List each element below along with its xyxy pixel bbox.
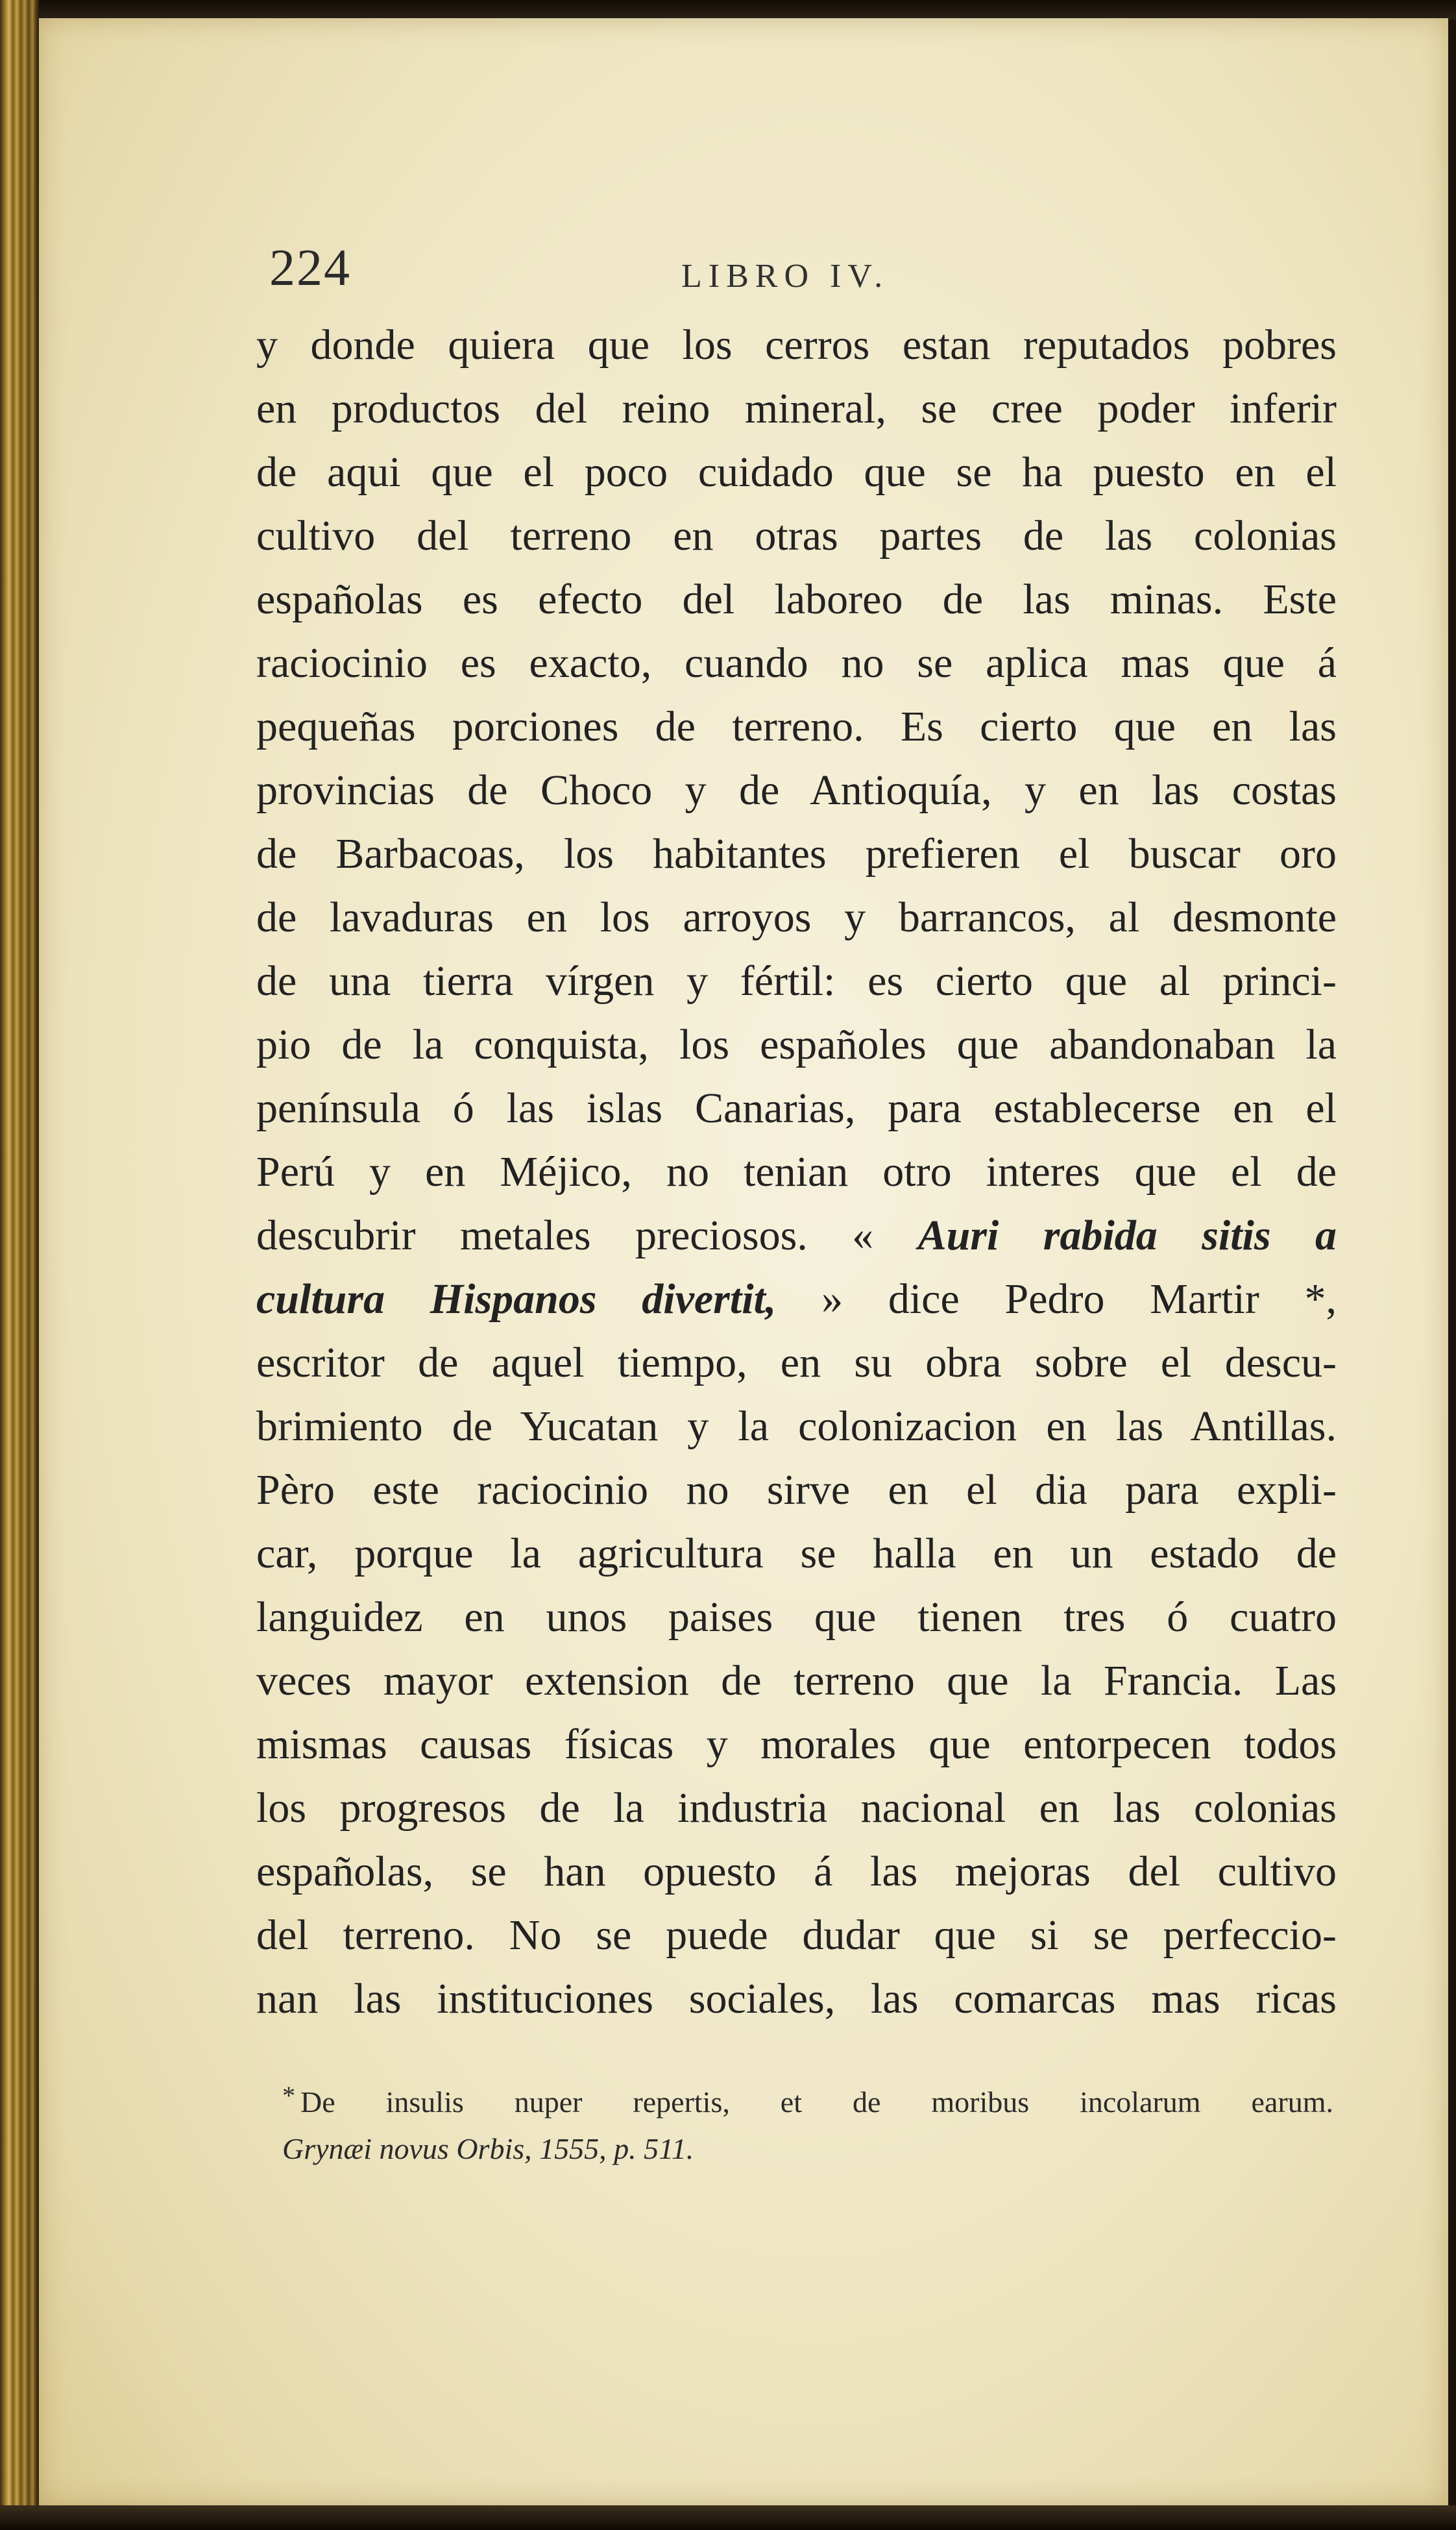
scan-bottom-edge — [0, 2505, 1456, 2530]
text-line: del terreno. No se puede dudar que si se perfeccio- — [256, 1911, 1337, 1959]
text-line: cultivo del terreno en otras partes de las colonias — [256, 512, 1337, 559]
text-line-with-latin-quote — [256, 1204, 1337, 1268]
text-line: escritor de aquel tiempo, en su obra sobre el descu- — [256, 1339, 1337, 1386]
text-line: pequeñas porciones de terreno. Es cierto que en las — [256, 703, 1337, 750]
footnote-text: De insulis nuper repertis, et de moribus incolarum earum. — [300, 2085, 1333, 2119]
text-line: Pèro este raciocinio no sirve en el dia para expli- — [256, 1466, 1337, 1514]
text-line: y donde quiera que los cerros estan reputados pobres — [256, 321, 1337, 369]
text-line: Perú y en Méjico, no tenian otro interes que el de — [256, 1148, 1337, 1196]
text-line: veces mayor extension de terreno que la Francia. Las — [256, 1657, 1337, 1704]
footnote-mark: * — [282, 2081, 295, 2110]
running-head: LIBRO IV. — [681, 258, 890, 295]
text-line: languidez en unos paises que tienen tres ó cuatro — [256, 1593, 1337, 1641]
text-line: mismas causas físicas y morales que entorpecen todos — [256, 1721, 1337, 1768]
text-line: españolas es efecto del laboreo de las minas. Este — [256, 576, 1337, 623]
page-number: 224 — [269, 239, 351, 297]
text-line: de lavaduras en los arroyos y barrancos, al desmonte — [256, 894, 1337, 941]
text-line: brimiento de Yucatan y la colonizacion en las Antillas. — [256, 1403, 1337, 1450]
footnote-citation: Grynæi novus Orbis, 1555, p. 511. — [282, 2132, 694, 2165]
text-line: nan las instituciones sociales, las comarcas mas ricas — [256, 1975, 1337, 2022]
page-header — [39, 239, 1448, 304]
text-line-with-latin-quote — [256, 1268, 1337, 1331]
text-segment: descubrir metales preciosos. « — [256, 1212, 874, 1259]
text-line: península ó las islas Canarias, para establecerse en el — [256, 1085, 1337, 1132]
text-line: raciocinio es exacto, cuando no se aplica mas que á — [256, 639, 1337, 687]
book-page — [39, 18, 1448, 2505]
text-line: los progresos de la industria nacional en las colonias — [256, 1784, 1337, 1832]
latin-quote-segment: cultura Hispanos divertit, — [256, 1275, 777, 1323]
text-line: car, porque la agricultura se halla en un estado de — [256, 1530, 1337, 1577]
text-line: provincias de Choco y de Antioquía, y en las costas — [256, 767, 1337, 814]
latin-quote-segment: Auri rabida sitis a — [917, 1212, 1337, 1259]
body-text — [256, 313, 1337, 2031]
book-binding-edge — [0, 0, 39, 2530]
text-segment: » dice Pedro Martir *, — [821, 1275, 1337, 1323]
text-line: españolas, se han opuesto á las mejoras del cultivo — [256, 1848, 1337, 1895]
footnote — [282, 2072, 1333, 2172]
text-line: en productos del reino mineral, se cree poder inferir — [256, 385, 1337, 432]
scan-top-edge — [0, 0, 1456, 19]
text-line: de una tierra vírgen y fértil: es cierto que al princi- — [256, 957, 1337, 1005]
text-line: de aqui que el poco cuidado que se ha puesto en el — [256, 448, 1337, 496]
text-line: pio de la conquista, los españoles que abandonaban la — [256, 1021, 1337, 1068]
footnote-line — [282, 2072, 1333, 2126]
text-line: de Barbacoas, los habitantes prefieren el buscar oro — [256, 830, 1337, 878]
